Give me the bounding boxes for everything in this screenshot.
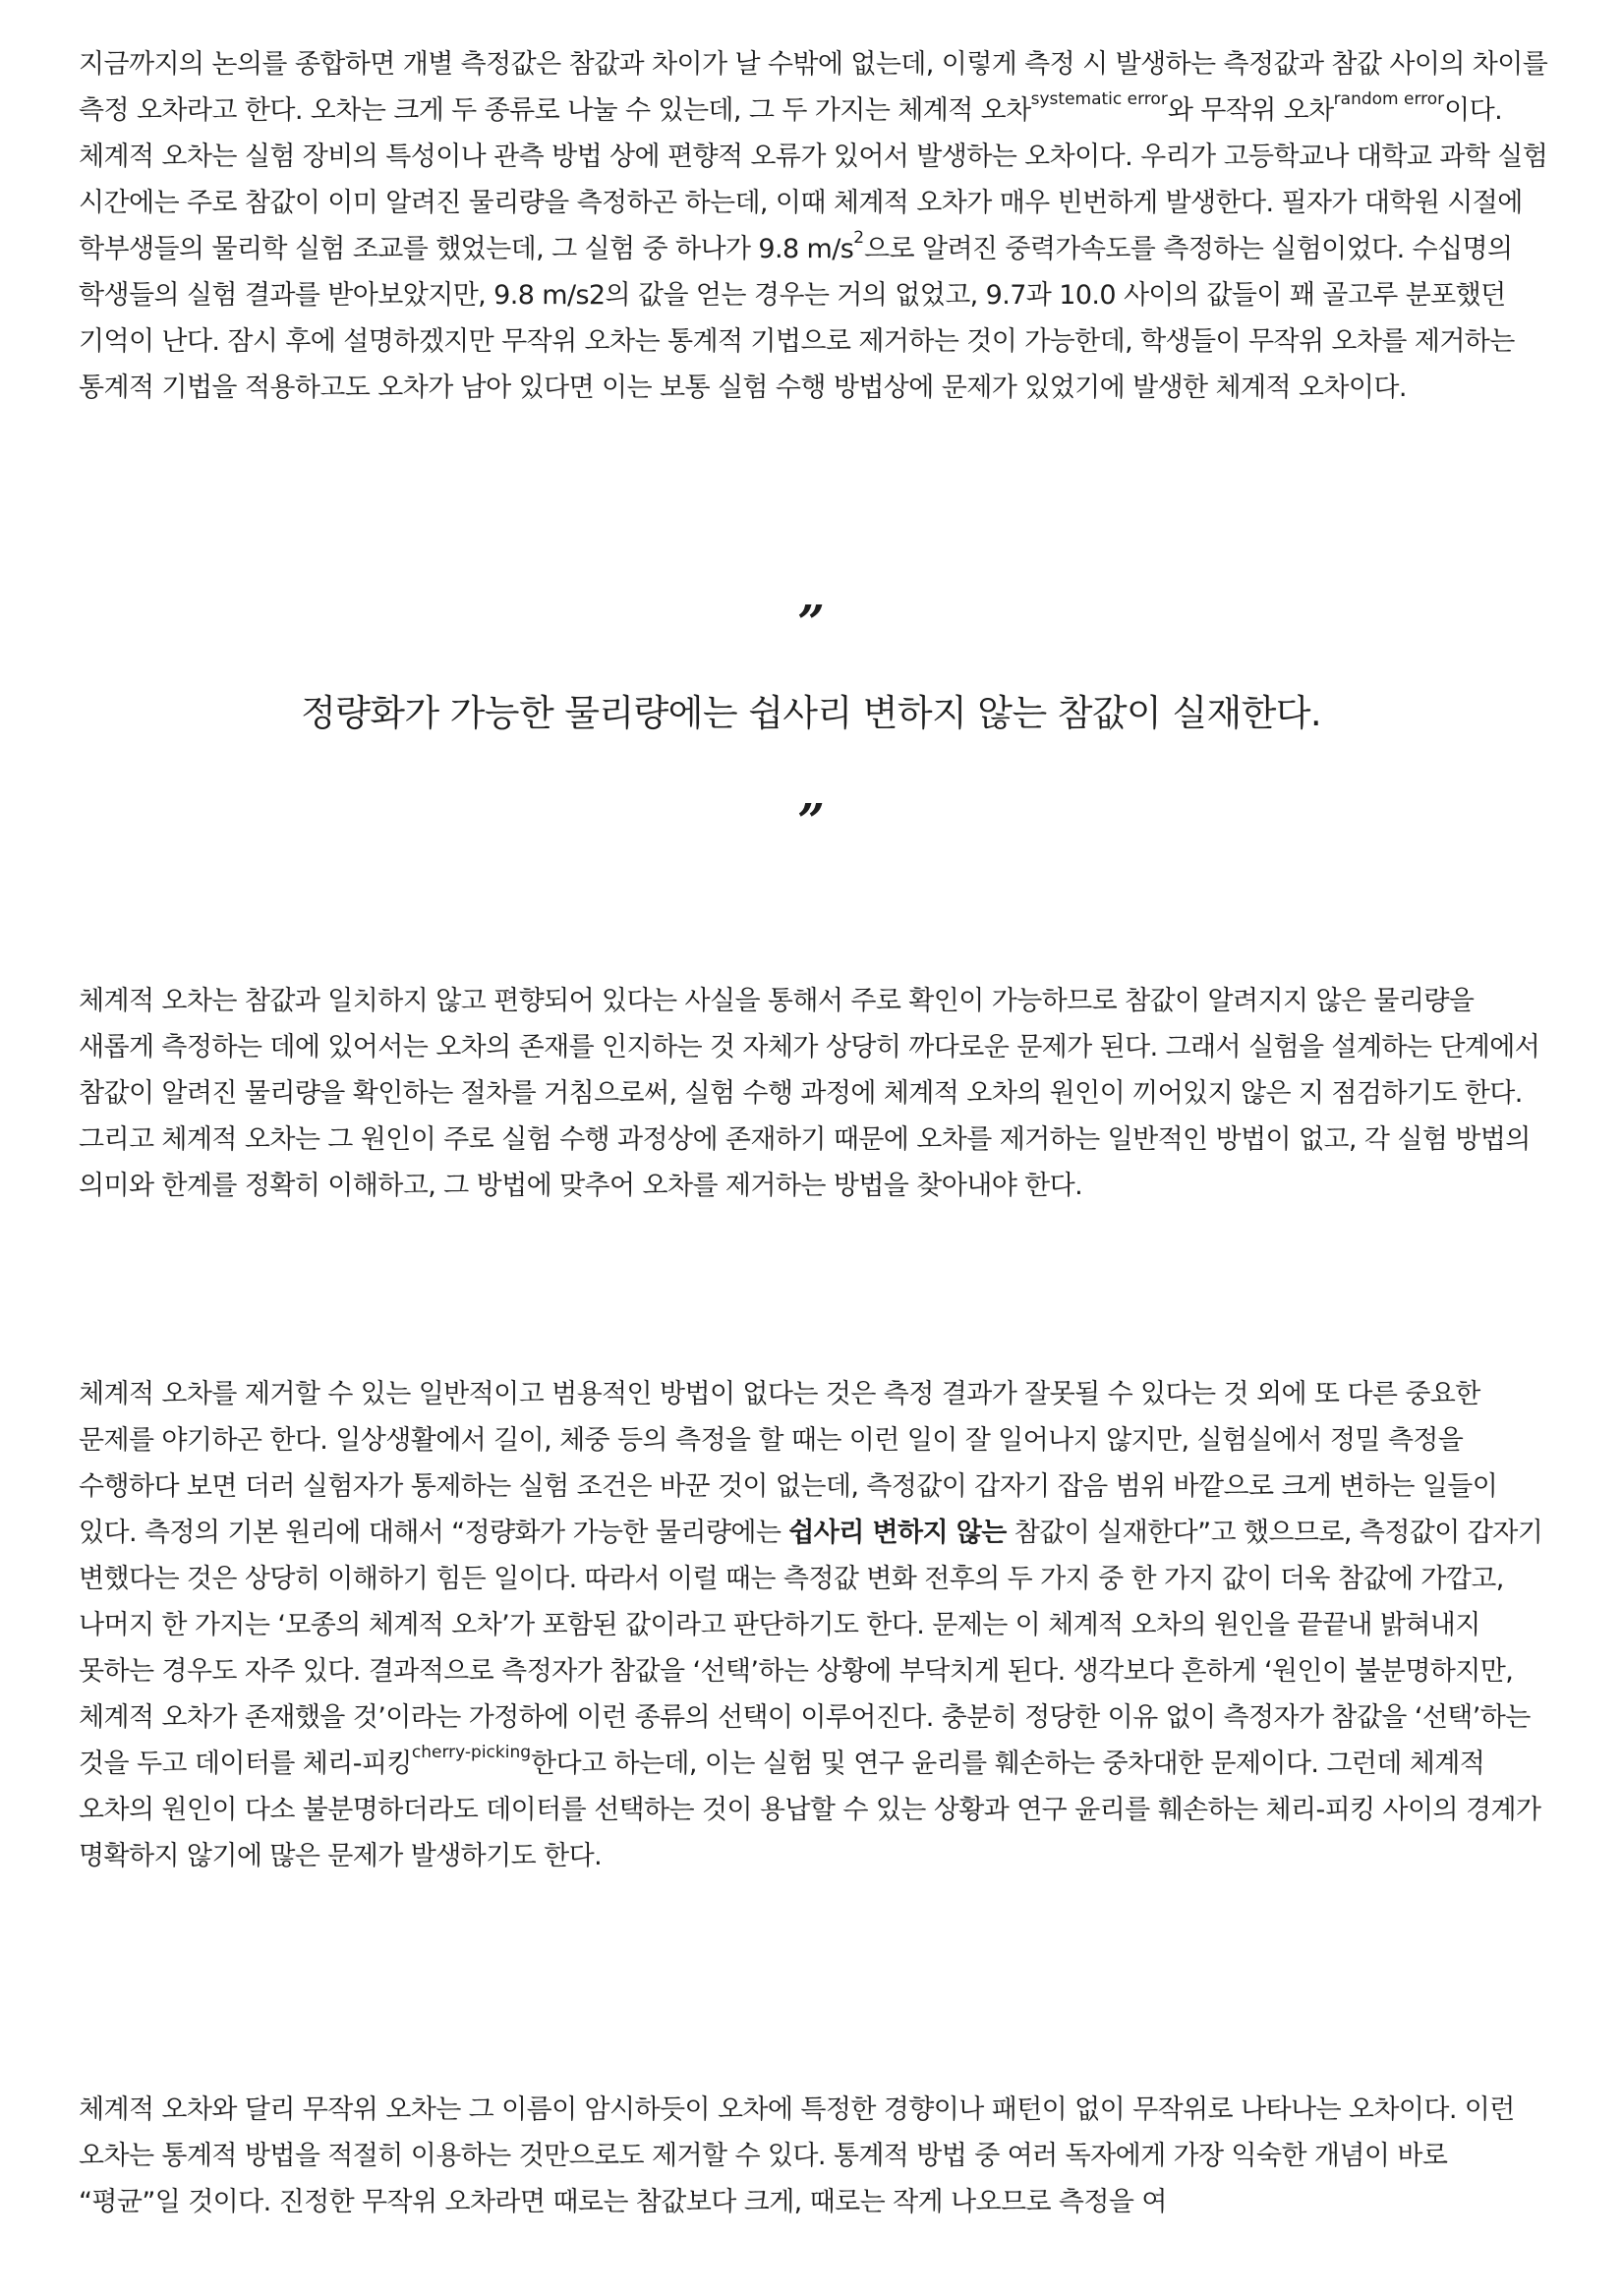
paragraph-systematic-error: 체계적 오차는 참값과 일치하지 않고 편향되어 있다는 사실을 통해서 주로 확인이 가능하므로 참값이 알려지지 않은 물리량을 새롭게 측정하는 데에 있어서는 오차의 존재를 인지하는 것 자체가 상당히 까다로운 문제가 된다. 그래서 실험을 설계하는 단계에서 참값이 알려진 물리량을 확인하는 절차를 거침으로써, 실험 수행 과정에 체계적 오차의 원인이 끼어있지 않은 지 점검하기도 한다. 그리고 체계적 오차는 그 원인이 주로 실험 수행 과정상에 존재하기 때문에 오차를 제거하는 일반적인 방법이 없고, 각 실험 방법의 의미와 한계를 정확히 이해하고, 그 방법에 맞추어 오차를 제거하는 방법을 찾아내야 한다.: [79, 986, 1540, 1201]
emphasis-bold: 쉽사리 변하지 않는: [788, 1518, 1007, 1548]
term-annotation-random: random error: [1333, 89, 1445, 109]
paragraph-error-types: [79, 41, 1549, 411]
term-annotation-systematic: systematic error: [1030, 89, 1168, 109]
exponent-superscript: 2: [853, 228, 865, 248]
text-span: 이다. 체계적 오차는 실험 장비의 특성이나 관측 방법 상에 편향적 오류가 있어서 발생하는 오차이다. 우리가 고등학교나 대학교 과학 실험 시간에는 주로 참값이 이미 알려진 물리량을 측정하곤 하는데, 이때 체계적 오차가 매우 빈번하게 발생한다. 필자가 대학원 시절에 학부생들의 물리학 실험 조교를 했었는데, 그 실험 중 하나가 9.8 m/s: [79, 95, 1548, 264]
text-span: 참값이 실재한다”고 했으므로, 측정값이 갑자기 변했다는 것은 상당히 이해하기 힘든 일이다. 따라서 이럴 때는 측정값 변화 전후의 두 가지 중 한 가지 값이 더욱 참값에 가깝고, 나머지 한 가지는 ‘모종의 체계적 오차’가 포함된 값이라고 판단하기도 한다. 문제는 이 체계적 오차의 원인을 끝끝내 밝혀내지 못하는 경우도 자주 있다. 결과적으로 측정자가 참값을 ‘선택’하는 상황에 부닥치게 된다. 생각보다 흔하게 ‘원인이 불분명하지만, 체계적 오차가 존재했을 것’이라는 가정하에 이런 종류의 선택이 이루어진다. 충분히 정당한 이유 없이 측정자가 참값을 ‘선택’하는 것을 두고 데이터를 체리-피킹: [79, 1518, 1543, 1779]
term-annotation-cherry-picking: cherry-picking: [411, 1743, 532, 1762]
text-span: 으로 알려진 중력가속도를 측정하는 실험이었다. 수십명의 학생들의 실험 결과를 받아보았지만, 9.8 m/s2의 값을 얻는 경우는 거의 없었고, 9.7과 10.0 사이의 값들이 꽤 골고루 분포했던 기억이 난다. 잠시 후에 설명하겠지만 무작위 오차는 통계적 기법으로 제거하는 것이 가능한데, 학생들이 무작위 오차를 제거하는 통계적 기법을 적용하고도 오차가 남아 있다면 이는 보통 실험 수행 방법상에 문제가 있었기에 발생한 체계적 오차이다.: [79, 234, 1515, 403]
text-span: 와 무작위 오차: [1167, 95, 1334, 126]
paragraph-cherry-picking: [79, 1371, 1549, 1879]
text-span: 지금까지의 논의를 종합하면 개별 측정값은 참값과 차이가 날 수밖에 없는데, 이렇게 측정 시 발생하는 측정값과 참값 사이의 차이를 측정 오차라고 한다. 오차는 크게 두 종류로 나눌 수 있는데, 그 두 가지는 체계적 오차: [79, 49, 1548, 126]
quote-open-mark: ”: [797, 596, 825, 651]
text-span: 체계적 오차를 제거할 수 있는 일반적이고 범용적인 방법이 없다는 것은 측정 결과가 잘못될 수 있다는 것 외에 또 다른 중요한 문제를 야기하곤 한다. 일상생활에서 길이, 체중 등의 측정을 할 때는 이런 일이 잘 일어나지 않지만, 실험실에서 정밀 측정을 수행하다 보면 더러 실험자가 통제하는 실험 조건은 바꾼 것이 없는데, 측정값이 갑자기 잡음 범위 바깥으로 크게 변하는 일들이 있다. 측정의 기본 원리에 대해서 “정량화가 가능한 물리량에는: [79, 1379, 1498, 1548]
text-span: 한다고 하는데, 이는 실험 및 연구 윤리를 훼손하는 중차대한 문제이다. 그런데 체계적 오차의 원인이 다소 불분명하더라도 데이터를 선택하는 것이 용납할 수 있는 상황과 연구 윤리를 훼손하는 체리-피킹 사이의 경계가 명확하지 않기에 많은 문제가 발생하기도 한다.: [79, 1749, 1541, 1871]
paragraph-random-error: 체계적 오차와 달리 무작위 오차는 그 이름이 암시하듯이 오차에 특정한 경향이나 패턴이 없이 무작위로 나타나는 오차이다. 이런 오차는 통계적 방법을 적절히 이용하는 것만으로도 제거할 수 있다. 통계적 방법 중 여러 독자에게 가장 익숙한 개념이 바로 “평균”일 것이다. 진정한 무작위 오차라면 때로는 참값보다 크게, 때로는 작게 나오므로 측정을 여: [79, 2095, 1515, 2217]
pull-quote: 정량화가 가능한 물리량에는 쉽사리 변하지 않는 참값이 실재한다.: [300, 692, 1322, 734]
quote-close-mark: ”: [797, 794, 825, 849]
